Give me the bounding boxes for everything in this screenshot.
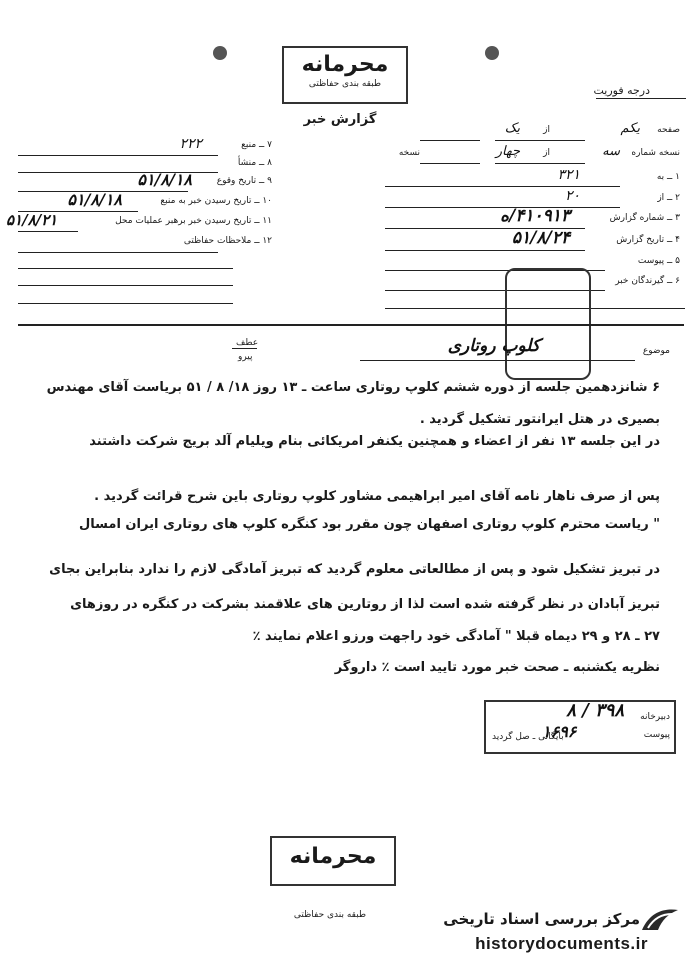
report-title: گزارش خبر <box>303 112 377 127</box>
priority-label: درجه فوریت <box>593 84 650 97</box>
left-item-9 <box>10 170 272 192</box>
left-item-12 <box>10 236 272 252</box>
copy-of-label: از <box>543 148 550 158</box>
stamp-top-subtext: طبقه بندی حفاظتی <box>308 79 382 89</box>
item-label: ۳ ــ شماره گزارش <box>609 213 680 223</box>
receipt-status: بایگانی ـ صل گردید <box>492 732 564 742</box>
item-label: ۸ ــ منشأ <box>237 158 272 168</box>
stamp-bottom-text: محرمانه <box>289 844 377 869</box>
item-label: ۴ ــ تاریخ گزارش <box>616 235 680 245</box>
website-link[interactable]: historydocuments.ir <box>475 934 648 953</box>
item-label: ۱۲ ــ ملاحظات حفاظتی <box>183 236 272 246</box>
peyro-label: پیرو <box>238 352 253 362</box>
body-line-5: " ریاست محترم کلوپ روتاری اصفهان چون مقرر بود کنگره کلوپ های روتاری ایران امسال <box>79 517 660 532</box>
copy-row <box>390 144 680 164</box>
atf-label: عطف <box>236 338 259 348</box>
item-label: ۹ ــ تاریخ وقوع <box>216 176 272 186</box>
item-value: ۲۲۲ <box>179 136 202 152</box>
item-label: ۱۰ ــ تاریخ رسیدن خبر به منبع <box>160 196 272 206</box>
subject-label: موضوع <box>642 346 670 356</box>
item-value: ۳۲۱ <box>557 167 580 183</box>
stamp-top-text: محرمانه <box>301 52 389 77</box>
receipt-label-1: دبیرخانه <box>640 712 670 722</box>
body-line-9: نظریه یکشنبه ـ صحت خبر مورد تایید است ٪ داروگر <box>334 660 660 675</box>
body-line-1: ۶ شانزدهمین جلسه از دوره ششم کلوپ روتاری ساعت ـ ۱۳ روز ۱۸/ ۸ / ۵۱ بریاست آقای مهندس <box>46 380 660 395</box>
center-logo-icon <box>640 904 680 934</box>
receipt-stamp <box>484 700 676 754</box>
item-label: ۱۱ ــ تاریخ رسیدن خبر برهبر عملیات محل <box>115 216 272 226</box>
item-value: ۵۱/۸/۱۸ <box>67 190 122 209</box>
left-item-11 <box>6 211 272 232</box>
right-item-3 <box>380 206 680 229</box>
classification-stamp-top <box>282 46 408 104</box>
receipt-number: ۳۹۸ / ۸ <box>566 700 624 721</box>
left-item-7 <box>10 136 272 156</box>
center-name: مرکز بررسی اسناد تاریخی <box>443 910 640 928</box>
item-label: ۱ ــ به <box>656 172 680 182</box>
classification-stamp-bottom <box>270 836 396 886</box>
right-item-4 <box>380 228 680 251</box>
copy-number-value: سه <box>602 144 620 159</box>
body-line-7: تبریز آبادان در نظر گرفته شده است لذا از روتارین های علاقمند بشرکت در کنگره در روزهای <box>70 597 660 612</box>
page-of-label: از <box>543 125 550 135</box>
item-label: ۵ ــ پیوست <box>637 256 680 266</box>
body-line-4: پس از صرف ناهار نامه آقای امیر ابراهیمی مشاور کلوپ روتاری باین شرح قرائت گردید . <box>94 489 660 504</box>
copy-number-label: نسخه شماره <box>631 148 680 158</box>
item-value: ۵۱/۸/۲۱ <box>6 211 58 229</box>
left-item-10 <box>10 190 272 212</box>
page-value: یکم <box>620 121 640 136</box>
body-line-6: در تبریز تشکیل شود و پس از مطالعاتی معلوم گردید که تبریز آمادگی لازم را ندارد بنابراین بجای <box>49 562 660 577</box>
body-line-3: در این جلسه ۱۳ نفر از اعضاء و همچنین یکنفر امریکائی بنام ویلیام آلد بریج شرکت داشتند <box>89 434 660 449</box>
stamp-bottom-subtext: طبقه بندی حفاظتی <box>293 910 367 920</box>
item-value: ۵۱/۸/۱۸ <box>137 170 192 189</box>
item-label: ۷ ــ منبع <box>241 140 272 150</box>
receipt-label-2: پیوست <box>643 730 670 740</box>
item-label: ۲ ــ از <box>657 193 680 203</box>
item-value: ۲۰ <box>564 188 580 204</box>
punch-hole-right <box>485 46 499 60</box>
page-row <box>390 121 680 141</box>
body-line-8: ۲۷ ـ ۲۸ و ۲۹ دیماه قبلا " آمادگی خود راجهت ورزو اعلام نمایند ٪ <box>252 629 660 644</box>
body-line-2: بصیری در هتل ایرانتور تشکیل گردید . <box>419 412 660 427</box>
page-of-value: یک <box>504 121 520 136</box>
copy-of-value: چهار <box>495 144 520 159</box>
punch-hole-left <box>213 46 227 60</box>
copy-label: نسخه <box>398 148 420 158</box>
receipt-code: ۱۶۹۶ <box>542 722 577 741</box>
item-value: ۵۱/۸/۲۴ <box>511 228 570 248</box>
item-value: ۴۱۰۹۱۳/ه <box>500 206 570 226</box>
item-label: ۶ ــ گیرندگان خبر <box>615 276 680 286</box>
subject-value: کلوپ روتاری <box>447 336 540 356</box>
page-label: صفحه <box>657 125 680 135</box>
